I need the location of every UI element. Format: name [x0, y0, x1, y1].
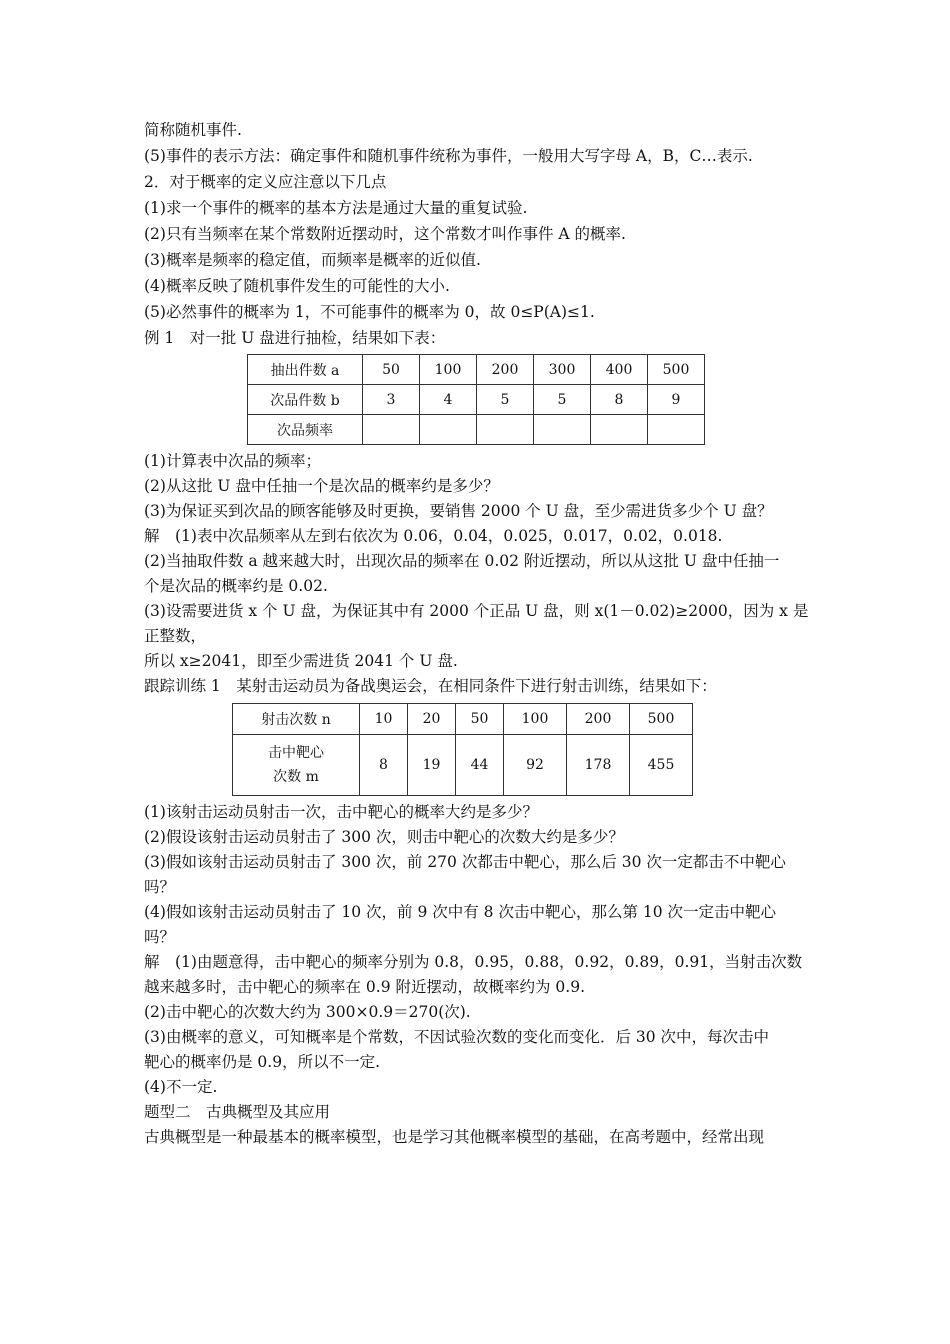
section-example-solution	[144, 449, 824, 699]
table-cell: 100	[504, 704, 567, 735]
text-line: 古典概型是一种最基本的概率模型，也是学习其他概率模型的基础，在高考题中，经常出现	[144, 1128, 765, 1146]
table-cell	[648, 415, 705, 445]
table-cell: 44	[456, 735, 504, 796]
section-practice-solution	[144, 800, 824, 1150]
text-line: 解 (1)由题意得，击中靶心的频率分别为 0.8，0.95，0.88，0.92，0.89，0.91，当射击次数	[144, 953, 803, 971]
text-line: (3)由概率的意义，可知概率是个常数，不因试验次数的变化而变化．后 30 次中，每次击中	[144, 1028, 770, 1046]
table-cell: 4	[420, 385, 477, 415]
table-row	[233, 735, 693, 796]
text-line: 简称随机事件.	[144, 121, 242, 139]
text-line: (1)求一个事件的概率的基本方法是通过大量的重复试验.	[144, 199, 528, 217]
text-line: 正整数，	[144, 627, 207, 645]
text-line: (4)假如该射击运动员射击了 10 次，前 9 次中有 8 次击中靶心，那么第 10 次一定击中靶心	[144, 903, 777, 921]
text-line: 所以 x≥2041，即至少需进货 2041 个 U 盘.	[144, 652, 458, 670]
table-row	[248, 415, 705, 445]
table-cell: 9	[648, 385, 705, 415]
table-cell: 10	[360, 704, 408, 735]
text-line: (2)当抽取件数 a 越来越大时，出现次品的频率在 0.02 附近摆动，所以从这批 U 盘中任抽一	[144, 552, 780, 570]
text-line: (3)假如该射击运动员射击了 300 次，前 270 次都击中靶心，那么后 30 次一定都击不中靶心	[144, 853, 786, 871]
table-cell: 200	[567, 704, 630, 735]
practice-title: 跟踪训练 1 某射击运动员为备战奥运会，在相同条件下进行射击训练，结果如下：	[144, 677, 717, 695]
example-title: 例 1 对一批 U 盘进行抽检，结果如下表：	[144, 329, 446, 347]
row-header: 射击次数 n	[233, 704, 360, 735]
table-cell: 178	[567, 735, 630, 796]
row-header: 次品件数 b	[248, 385, 363, 415]
section-definitions	[144, 117, 824, 351]
text-line: (4)概率反映了随机事件发生的可能性的大小.	[144, 277, 450, 295]
table-cell: 50	[363, 355, 420, 385]
text-line: (3)概率是频率的稳定值，而频率是概率的近似值.	[144, 251, 481, 269]
table-cell: 50	[456, 704, 504, 735]
text-line: 个是次品的概率约是 0.02.	[144, 577, 328, 595]
table-cell	[591, 415, 648, 445]
text-line: (1)计算表中次品的频率；	[144, 452, 321, 470]
text-line: (3)为保证买到次品的顾客能够及时更换，要销售 2000 个 U 盘，至少需进货多少个 U 盘？	[144, 502, 773, 520]
text-line: (2)只有当频率在某个常数附近摆动时，这个常数才叫作事件 A 的概率.	[144, 225, 626, 243]
document-body	[144, 117, 824, 1150]
table-cell: 100	[420, 355, 477, 385]
table-cell: 5	[534, 385, 591, 415]
table-cell: 3	[363, 385, 420, 415]
text-line: 越来越多时，击中靶心的频率在 0.9 附近摆动，故概率约为 0.9.	[144, 978, 586, 996]
text-line: 吗？	[144, 878, 176, 896]
table-row	[233, 704, 693, 735]
table-cell: 19	[408, 735, 456, 796]
row-header	[233, 735, 360, 796]
text-line: (5)必然事件的概率为 1，不可能事件的概率为 0，故 0≤P(A)≤1.	[144, 303, 595, 321]
table-cell: 300	[534, 355, 591, 385]
section-heading: 题型二 古典概型及其应用	[144, 1103, 331, 1121]
table-cell: 400	[591, 355, 648, 385]
table-cell: 8	[360, 735, 408, 796]
table-cell	[363, 415, 420, 445]
text-line: 解 (1)表中次品频率从左到右依次为 0.06，0.04，0.025，0.017，0.02，0.018.	[144, 527, 723, 545]
table-cell: 455	[630, 735, 693, 796]
table-row	[248, 355, 705, 385]
table-cell: 5	[477, 385, 534, 415]
table-cell	[420, 415, 477, 445]
text-line: 靶心的概率仍是 0.9，所以不一定.	[144, 1053, 381, 1071]
table-cell: 200	[477, 355, 534, 385]
table-cell: 8	[591, 385, 648, 415]
text-line: (4)不一定.	[144, 1078, 218, 1096]
table-cell	[477, 415, 534, 445]
shooting-table	[232, 703, 693, 796]
text-line: 2．对于概率的定义应注意以下几点	[144, 173, 387, 191]
row-header: 次品频率	[248, 415, 363, 445]
table-row	[248, 385, 705, 415]
text-line: (2)从这批 U 盘中任抽一个是次品的概率约是多少？	[144, 477, 499, 495]
text-line: (2)击中靶心的次数大约为 300×0.9＝270(次).	[144, 1003, 471, 1021]
row-header: 抽出件数 a	[248, 355, 363, 385]
u-disk-table	[247, 354, 705, 445]
text-line: (1)该射击运动员射击一次，击中靶心的概率大约是多少？	[144, 803, 538, 821]
table-cell: 20	[408, 704, 456, 735]
text-line: 吗？	[144, 928, 176, 946]
table-cell: 500	[648, 355, 705, 385]
text-line: (3)设需要进货 x 个 U 盘，为保证其中有 2000 个正品 U 盘，则 x(1－0.02)≥2000，因为 x 是	[144, 602, 809, 620]
table-cell: 92	[504, 735, 567, 796]
table-cell: 500	[630, 704, 693, 735]
text-line: (5)事件的表示方法：确定事件和随机事件统称为事件，一般用大写字母 A，B，C…表示.	[144, 147, 753, 165]
row-header-line: 次数 m	[273, 769, 319, 785]
table-cell	[534, 415, 591, 445]
row-header-line: 击中靶心	[268, 745, 324, 761]
text-line: (2)假设该射击运动员射击了 300 次，则击中靶心的次数大约是多少？	[144, 828, 624, 846]
